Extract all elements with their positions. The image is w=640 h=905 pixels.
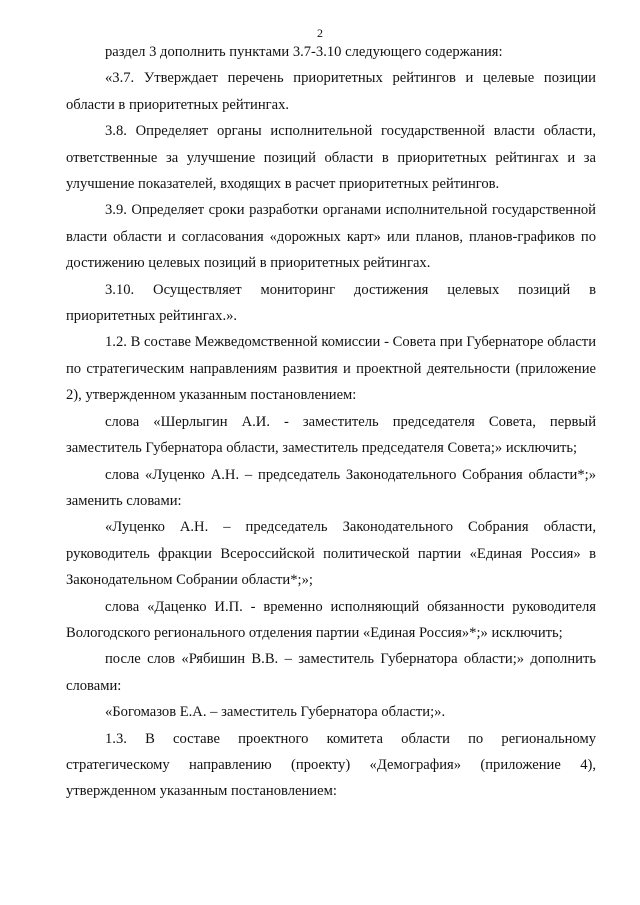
paragraph-3-7: «3.7. Утверждает перечень приоритетных рейтингов и целевые позиции области в приоритетных рейтингах. (66, 70, 596, 113)
paragraph-intro: раздел 3 дополнить пунктами 3.7-3.10 следующего содержания: (105, 44, 503, 60)
paragraph-bogomazov: «Богомазов Е.А. – заместитель Губернатора области;». (105, 704, 446, 721)
paragraph-3-10: 3.10. Осуществляет мониторинг достижения целевых позиций в приоритетных рейтингах.». (66, 281, 596, 325)
page-number: 2 (317, 26, 323, 40)
paragraph-ryabishin: после слов «Рябишин В.В. – заместитель Губернатора области;» дополнить словами: (66, 651, 596, 694)
paragraph-1-3: 1.3. В составе проектного комитета области по региональному стратегическому направлению (проекту) «Демография» (приложение 4), утвержденном указанным постановлением: (66, 730, 596, 800)
document-body (66, 39, 596, 805)
paragraph-3-9: 3.9. Определяет сроки разработки органами исполнительной государственной власти области и согласования «дорожных карт» или планов, планов-графиков по достижению целевых позиций в приоритетных рейтингах. (66, 202, 596, 272)
paragraph-3-8: 3.8. Определяет органы исполнительной государственной власти области, ответственные за улучшение позиций области в приоритетных рейтингах и за улучшение показателей, входящих в расчет приоритетных рейтингов. (66, 123, 596, 193)
paragraph-datsenko: слова «Даценко И.П. - временно исполняющий обязанности руководителя Вологодского регионального отделения партии «Единая Россия»*;» исключить; (66, 598, 596, 641)
paragraph-lutsenko-old: слова «Луценко А.Н. – председатель Законодательного Собрания области*;» заменить словами: (66, 466, 596, 509)
paragraph-lutsenko-new: «Луценко А.Н. – председатель Законодательного Собрания области, руководитель фракции Всероссийской политической партии «Единая Россия» в Законодательном Собрании области*;»; (66, 519, 596, 589)
paragraph-sherlygin: слова «Шерлыгин А.И. - заместитель председателя Совета, первый заместитель Губернатора области, заместитель председателя Совета;» исключить; (66, 413, 596, 457)
paragraph-1-2: 1.2. В составе Межведомственной комиссии - Совета при Губернаторе области по стратегическим направлениям развития и проектной деятельности (приложение 2), утвержденном указанным постановлением: (66, 334, 596, 404)
